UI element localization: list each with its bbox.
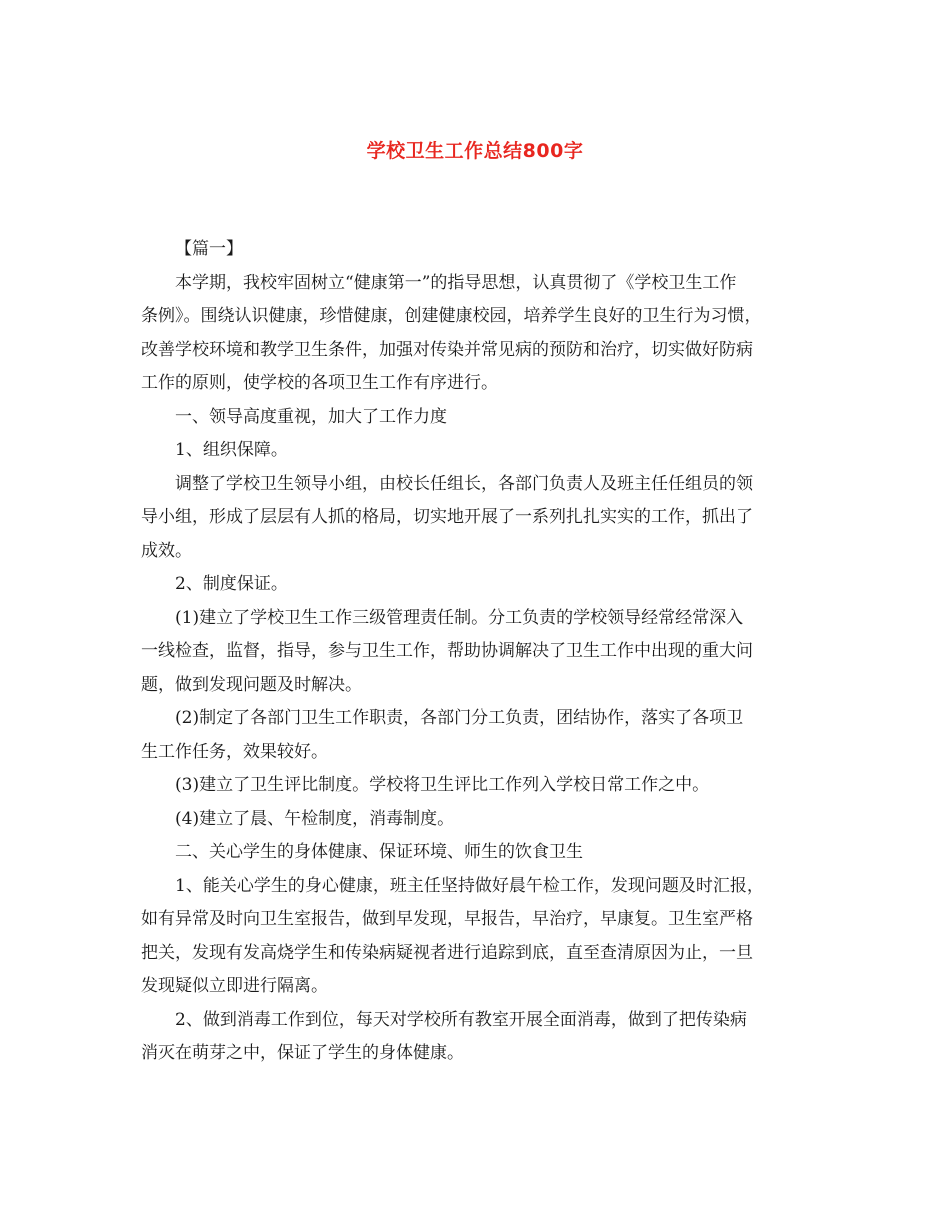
text-line: 【篇一】 bbox=[175, 239, 243, 259]
text-line: 1、组织保障。 bbox=[175, 440, 288, 460]
text-line: 改善学校环境和教学卫生条件，加强对传染并常见病的预防和治疗，切实做好防病 bbox=[141, 339, 753, 360]
document-title: 学校卫生工作总结800字 bbox=[366, 140, 584, 162]
text-line: 2、制度保证。 bbox=[175, 574, 288, 594]
text-line: 题，做到发现问题及时解决。 bbox=[141, 674, 362, 695]
text-line: 一线检查，监督，指导，参与卫生工作，帮助协调解决了卫生工作中出现的重大问 bbox=[141, 641, 753, 661]
text-line: 如有异常及时向卫生室报告，做到早发现，早报告，早治疗，早康复。卫生室严格 bbox=[141, 909, 753, 929]
text-line: 消灭在萌芽之中，保证了学生的身体健康。 bbox=[141, 1043, 464, 1063]
text-line: 发现疑似立即进行隔离。 bbox=[141, 976, 328, 996]
text-line: 1、能关心学生的身心健康，班主任坚持做好晨午检工作，发现问题及时汇报， bbox=[175, 875, 764, 896]
text-line: 工作的原则，使学校的各项卫生工作有序进行。 bbox=[141, 373, 498, 393]
text-line: 条例》。围绕认识健康，珍惜健康，创建健康校园，培养学生良好的卫生行为习惯， bbox=[141, 306, 762, 326]
text-line: 2、做到消毒工作到位，每天对学校所有教室开展全面消毒，做到了把传染病 bbox=[175, 1009, 747, 1030]
text-line: 导小组，形成了层层有人抓的格局，切实地开展了一系列扎扎实实的工作，抓出了 bbox=[141, 507, 753, 527]
text-line: 调整了学校卫生领导小组，由校长任组长，各部门负责人及班主任任组员的领 bbox=[175, 473, 753, 494]
text-line: 生工作任务，效果较好。 bbox=[141, 741, 328, 762]
text-line: 本学期，我校牢固树立“健康第一”的指导思想，认真贯彻了《学校卫生工作 bbox=[175, 272, 737, 293]
text-line: 二、关心学生的身体健康、保证环境、师生的饮食卫生 bbox=[175, 842, 583, 862]
text-line: 把关，发现有发高烧学生和传染病疑视者进行追踪到底，直至查清原因为止，一旦 bbox=[141, 942, 753, 963]
document-body bbox=[141, 233, 821, 1071]
text-line: (3)建立了卫生评比制度。学校将卫生评比工作列入学校日常工作之中。 bbox=[175, 775, 710, 795]
text-line: (2)制定了各部门卫生工作职责，各部门分工负责，团结协作，落实了各项卫 bbox=[175, 708, 744, 728]
text-line: (4)建立了晨、午检制度，消毒制度。 bbox=[175, 808, 455, 829]
text-line: 一、领导高度重视，加大了工作力度 bbox=[175, 406, 447, 427]
text-line: 成效。 bbox=[141, 540, 192, 561]
text-line: (1)建立了学校卫生工作三级管理责任制。分工负责的学校领导经常经常深入 bbox=[175, 607, 744, 628]
